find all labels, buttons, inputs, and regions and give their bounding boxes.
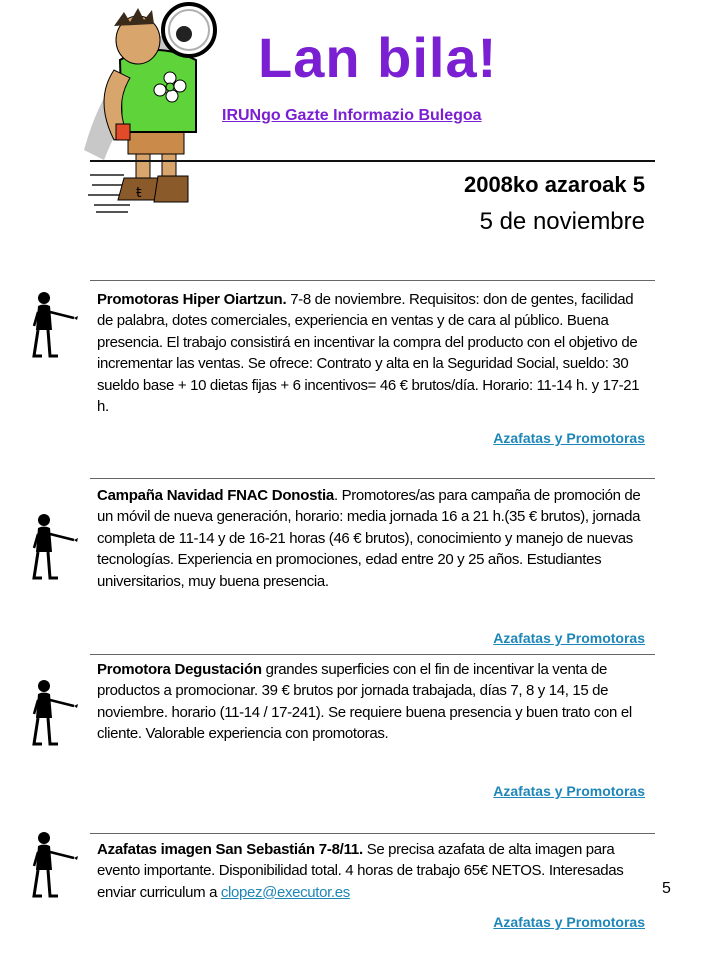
list-item [97,289,652,417]
entry-divider [90,654,655,655]
category-link[interactable]: Azafatas y Promotoras [493,783,645,799]
entry-heading: Promotora Degustación [97,661,262,678]
date-spanish: 5 de noviembre [479,208,645,235]
category-link[interactable]: Azafatas y Promotoras [493,914,645,930]
page-title: Lan bila! [258,26,498,89]
entry-body: 7-8 de noviembre. Requisitos: don de gentes, facilidad de palabra, dotes comerciales, experiencia en ventas y de cara al público. Buena presencia. El trabajo consistirá en incentivar la compra del producto con el objetivo de incrementar las ventas. Se ofrece: Contrato y alta en la Seguridad Social, sueldo: 30 sueldo base + 10 dietas fijas + 6 incentivos= 46 € brutos/día. Horario: 11-14 h. y 17-21 h. [97,291,640,416]
entry-divider [90,833,655,834]
email-link[interactable]: clopez@executor.es [220,883,350,901]
entry-heading: Azafatas imagen San Sebastián 7-8/11. [97,841,363,858]
entry-body: Se precisa azafata de alta imagen para evento importante. Disponibilidad total. 4 horas de trabajo 65€ NETOS. Interesadas enviar curriculum a [97,841,624,901]
category-link[interactable]: Azafatas y Promotoras [493,630,645,646]
entry-divider [90,280,655,281]
entry-heading: Campaña Navidad FNAC Donostia [97,487,334,504]
entry-body: . Promotores/as para campaña de promoción de un móvil de nueva generación, horario: media jornada 16 a 21 h.(35 € brutos), jornada completa de 11-14 y de 16-21 horas (46 € brutos), conocimiento y manejo de nuevas tecnologías. Experiencia en promociones, edad entre 20 y 25 años. Estudiantes universitarios, muy buena presencia. [97,487,641,590]
category-link[interactable]: Azafatas y Promotoras [493,430,645,446]
pointing-figure-icon [30,512,78,582]
svg-text:ŧ: ŧ [136,185,142,201]
header-divider [90,160,655,162]
date-basque: 2008ko azaroak 5 [463,172,645,197]
pointing-figure-icon [30,830,78,900]
list-item [97,659,652,745]
entry-heading: Promotoras Hiper Oiartzun. [97,291,287,308]
list-item [97,839,652,903]
office-link[interactable]: IRUNgo Gazte Informazio Bulegoa [222,107,482,124]
entry-body: grandes superficies con el fin de incentivar la venta de productos a promocionar. 39 € brutos por jornada trabajada, días 7, 8 y 14, 15 de noviembre. horario (11-14 / 17-241). Se requiere buena presencia y buen trato con el cliente. Valorable experiencia con promotoras. [97,661,632,743]
page-number: 5 [662,880,671,897]
pointing-figure-icon [30,678,78,748]
entry-divider [90,478,655,479]
list-item [97,485,652,592]
pointing-figure-icon [30,290,78,360]
